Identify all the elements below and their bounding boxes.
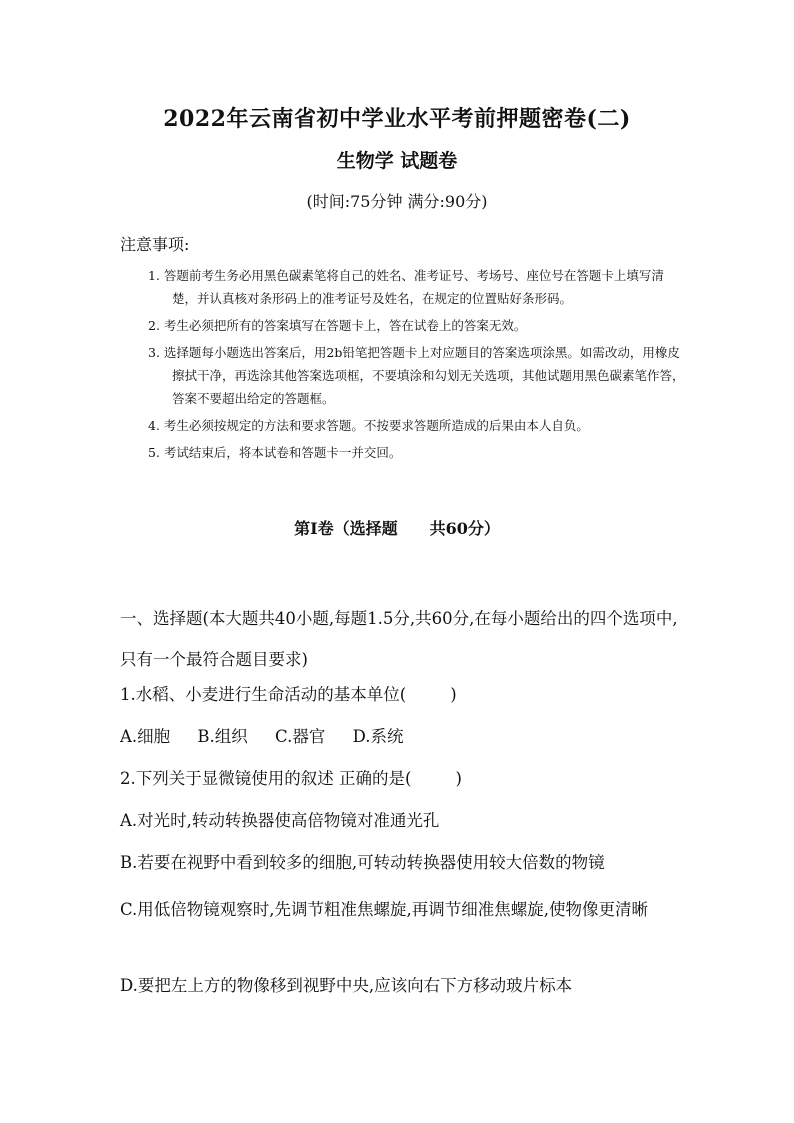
- section-title-right: 共60分）: [429, 519, 500, 538]
- option-c: C.用低倍物镜观察时,先调节粗准焦螺旋,再调节细准焦螺旋,使物像更清晰: [120, 900, 649, 919]
- exam-subtitle: 生物学 试题卷: [336, 150, 458, 172]
- option-c: C.器官: [275, 727, 326, 746]
- question-2-stem: [120, 765, 680, 789]
- exam-title: 2022年云南省初中学业水平考前押题密卷(二): [163, 106, 631, 132]
- time-info: (时间:75分钟 满分:90分): [306, 192, 488, 211]
- question-stem-text: 2.下列关于显微镜使用的叙述 正确的是(: [120, 769, 412, 788]
- section-title: [0, 516, 794, 539]
- notice-item: 5. 考试结束后，将本试卷和答题卡一并交回。: [148, 445, 402, 460]
- notice-item: 4. 考生必须按规定的方法和要求答题。不按要求答题所造成的后果由本人自负。: [148, 418, 589, 433]
- option-b: B.若要在视野中看到较多的细胞,可转动转换器使用较大倍数的物镜: [120, 853, 605, 872]
- question-1-options: [120, 723, 680, 747]
- question-stem-text: 1.水稻、小麦进行生命活动的基本单位(: [120, 685, 407, 704]
- option-a: A.对光时,转动转换器使高倍物镜对准通光孔: [120, 811, 440, 830]
- notice-list: [148, 264, 688, 468]
- option-d: D.系统: [352, 727, 404, 746]
- notice-item: 3. 选择题每小题选出答案后，用2b铅笔把答题卡上对应题目的答案选项涂黑。如需改动，用橡皮擦拭干净，再选涂其他答案选项框，不要填涂和勾划无关选项，其他试题用黑色碳素笔作答，答案不要超出给定的答题框。: [148, 345, 685, 406]
- answer-paren-close: ): [455, 769, 462, 788]
- section-title-left: 第Ⅰ卷（选择题: [294, 519, 398, 538]
- question-1-stem: [120, 681, 680, 705]
- option-d: D.要把左上方的物像移到视野中央,应该向右下方移动玻片标本: [120, 976, 573, 995]
- notice-item: 1. 答题前考生务必用黑色碳素笔将自己的姓名、准考证号、考场号、座位号在答题卡上填写清楚，并认真核对条形码上的准考证号及姓名，在规定的位置贴好条形码。: [148, 268, 664, 306]
- notice-item: 2. 考生必须把所有的答案填写在答题卡上，答在试卷上的答案无效。: [148, 318, 527, 333]
- answer-paren-close: ): [450, 685, 457, 704]
- section-intro: 一、选择题(本大题共40小题,每题1.5分,共60分,在每小题给出的四个选项中,只有一个最符合题目要求): [120, 609, 678, 669]
- option-a: A.细胞: [120, 727, 171, 746]
- option-b: B.组织: [197, 727, 248, 746]
- notice-heading: 注意事项:: [120, 235, 190, 254]
